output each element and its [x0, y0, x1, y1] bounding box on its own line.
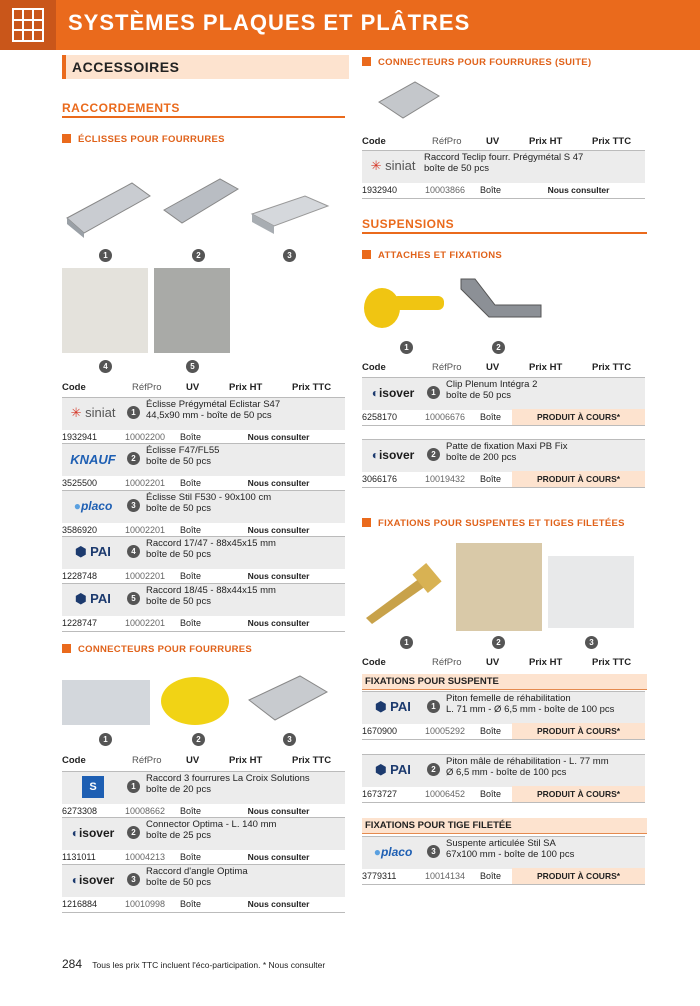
number-badge: 5 — [186, 360, 199, 373]
column-header: UV — [486, 362, 500, 373]
product-price: Nous consulter — [247, 432, 310, 442]
product-ref: 10019432 — [425, 474, 466, 484]
product-ref: 10004213 — [125, 852, 166, 863]
column-header: RéfPro — [432, 136, 462, 147]
column-header: Prix HT — [529, 362, 563, 373]
product-price: Nous consulter — [547, 185, 610, 195]
column-header: UV — [186, 755, 200, 766]
brand-logo: ◐isover — [371, 386, 415, 400]
row-info — [362, 723, 645, 740]
product-image-eclisse-2 — [160, 175, 242, 230]
product-price: Nous consulter — [247, 898, 310, 909]
product-image-teclip — [375, 78, 443, 124]
raccordements-title: RACCORDEMENTS — [62, 101, 180, 115]
product-image-eclisse-3 — [250, 192, 330, 237]
product-description: Piton mâle de réhabilitation - L. 77 mm Ø 6,5 mm - boîte de 100 pcs — [446, 756, 609, 778]
product-ref: 10002201 — [125, 571, 166, 582]
product-price: Nous consulter — [247, 617, 310, 628]
product-description: Raccord d'angle Optima boîte de 50 pcs — [146, 865, 248, 888]
number-badge: 3 — [283, 249, 296, 262]
number-badge: 1 — [400, 341, 413, 354]
number-badge: 1 — [427, 700, 440, 713]
product-ref: 10005292 — [425, 726, 466, 736]
product-code: 1228747 — [62, 617, 98, 628]
product-image-clip-plenum — [362, 280, 447, 335]
product-uv: Boîte — [480, 726, 502, 736]
product-code: 3586920 — [62, 524, 98, 535]
connecteurs-suite-subtitle: CONNECTEURS POUR FOURRURES (SUITE) — [362, 57, 591, 68]
product-uv: Boîte — [180, 432, 202, 442]
brand-logo: KNAUF — [70, 451, 116, 467]
column-header: Code — [62, 755, 86, 766]
product-uv: Boîte — [180, 806, 202, 816]
product-description: Raccord Teclip fourr. Prégymétal S 47 boîte de 50 pcs — [424, 152, 584, 174]
product-uv: Boîte — [180, 478, 202, 489]
brand-logo: ◐isover — [371, 448, 415, 462]
product-code: 6258170 — [362, 412, 398, 422]
product-price: PRODUIT À COURS* — [512, 723, 645, 739]
product-code: 1228748 — [62, 571, 98, 582]
brand-logo: ✳ siniat — [70, 405, 116, 420]
product-description: Raccord 3 fourrures La Croix Solutions boîte de 20 pcs — [146, 773, 310, 795]
product-price: Nous consulter — [247, 478, 310, 489]
product-price: Nous consulter — [247, 524, 310, 535]
product-ref: 10002200 — [125, 432, 166, 442]
row-info — [62, 615, 345, 632]
product-image-suspente — [548, 556, 634, 628]
product-description: Connector Optima - L. 140 mm boîte de 25 pcs — [146, 819, 277, 842]
product-ref: 10014134 — [425, 871, 466, 881]
product-description: Suspente articulée Stil SA 67x100 mm - boîte de 100 pcs — [446, 838, 575, 860]
divider — [362, 232, 647, 234]
row-info — [362, 409, 645, 426]
row-info — [362, 786, 645, 803]
product-code: 1670900 — [362, 726, 398, 736]
product-price: PRODUIT À COURS* — [512, 868, 645, 884]
product-image-patte — [455, 275, 545, 335]
product-description: Éclisse Stil F530 - 90x100 cm boîte de 50 pcs — [146, 491, 272, 514]
brand-logo: ⬢ PAI — [375, 699, 411, 714]
number-badge: 3 — [127, 499, 140, 512]
product-uv: Boîte — [180, 852, 202, 863]
product-code: 1932940 — [362, 185, 398, 195]
product-image-piton-femelle — [362, 558, 447, 628]
product-price: PRODUIT À COURS* — [512, 409, 645, 425]
product-image-eclisse-5 — [154, 268, 230, 353]
product-image-connecteur-3 — [245, 672, 330, 727]
column-header: RéfPro — [432, 657, 462, 668]
column-header: Prix HT — [529, 136, 563, 147]
product-code: 1932941 — [62, 432, 98, 442]
product-image-connecteur-1 — [62, 680, 150, 725]
column-header: RéfPro — [432, 362, 462, 373]
column-header: RéfPro — [132, 755, 162, 766]
product-code: 1673727 — [362, 789, 398, 799]
row-info — [362, 182, 645, 199]
grid-icon — [12, 8, 44, 42]
group-suspente: FIXATIONS POUR SUSPENTE — [362, 674, 647, 690]
product-description: Éclisse F47/FL55 boîte de 50 pcs — [146, 445, 220, 468]
number-badge: 3 — [427, 845, 440, 858]
number-badge: 2 — [127, 826, 140, 839]
product-ref: 10006676 — [425, 412, 466, 422]
product-uv: Boîte — [480, 871, 502, 881]
product-code: 1216884 — [62, 898, 98, 909]
number-badge: 2 — [427, 763, 440, 776]
column-header: Code — [362, 136, 386, 147]
brand-logo: S — [64, 775, 122, 799]
brand-logo: ◐isover — [71, 826, 115, 841]
column-header: Prix TTC — [292, 755, 332, 766]
product-description: Raccord 18/45 - 88x44x15 mm boîte de 50 pcs — [146, 584, 276, 607]
row-info — [362, 471, 645, 488]
product-price: Nous consulter — [247, 806, 310, 816]
product-uv: Boîte — [180, 617, 202, 628]
product-description: Raccord 17/47 - 88x45x15 mm boîte de 50 pcs — [146, 538, 276, 561]
product-code: 3779311 — [362, 871, 397, 881]
number-badge: 5 — [127, 592, 140, 605]
product-description: Clip Plenum Intégra 2 boîte de 50 pcs — [446, 379, 538, 401]
product-image-connecteur-2 — [160, 675, 230, 727]
column-header: UV — [486, 657, 500, 668]
attaches-subtitle: ATTACHES ET FIXATIONS — [362, 250, 502, 261]
column-header: RéfPro — [132, 382, 162, 393]
column-header: Code — [362, 657, 386, 668]
number-badge: 3 — [283, 733, 296, 746]
product-ref: 10010998 — [125, 898, 166, 909]
product-code: 6273308 — [62, 806, 98, 816]
number-badge: 2 — [492, 341, 505, 354]
number-badge: 1 — [99, 249, 112, 262]
number-badge: 2 — [127, 452, 140, 465]
column-header: Prix HT — [229, 382, 263, 393]
product-ref: 10002201 — [125, 617, 166, 628]
product-uv: Boîte — [480, 474, 502, 484]
product-uv: Boîte — [180, 898, 202, 909]
column-header: Prix TTC — [592, 362, 632, 373]
divider — [62, 116, 345, 118]
number-badge: 2 — [192, 249, 205, 262]
column-header: Prix TTC — [592, 136, 632, 147]
number-badge: 1 — [400, 636, 413, 649]
product-uv: Boîte — [180, 524, 202, 535]
column-header: Prix TTC — [292, 382, 332, 393]
page-number: 284 — [62, 957, 83, 971]
eclisses-subtitle: ÉCLISSES POUR FOURRURES — [62, 134, 225, 145]
product-description: Patte de fixation Maxi PB Fix boîte de 200 pcs — [446, 441, 568, 463]
product-image-eclisse-4 — [62, 268, 148, 353]
product-ref: 10003866 — [425, 185, 466, 195]
column-header: Prix HT — [229, 755, 263, 766]
number-badge: 4 — [127, 545, 140, 558]
product-code: 3525500 — [62, 478, 98, 489]
product-image-eclisse-1 — [62, 178, 152, 240]
number-badge: 3 — [585, 636, 598, 649]
brand-logo: ⬢ PAI — [375, 762, 411, 777]
footer — [62, 957, 325, 971]
product-ref: 10008662 — [125, 806, 166, 816]
connecteurs-subtitle: CONNECTEURS POUR FOURRURES — [62, 644, 252, 655]
column-header: UV — [186, 382, 200, 393]
accessoires-title: ACCESSOIRES — [62, 55, 349, 79]
product-ref: 10002201 — [125, 478, 166, 489]
product-code: 1131011 — [62, 852, 96, 863]
brand-logo: ⬢ PAI — [75, 590, 111, 606]
row-info — [362, 868, 645, 885]
number-badge: 4 — [99, 360, 112, 373]
number-badge: 1 — [127, 406, 140, 419]
number-badge: 1 — [427, 386, 440, 399]
brand-logo: ●placo — [373, 845, 413, 859]
brand-logo: ◐isover — [71, 872, 115, 887]
product-ref: 10002201 — [125, 524, 166, 535]
product-description: Piton femelle de réhabilitation L. 71 mm - Ø 6,5 mm - boîte de 100 pcs — [446, 693, 615, 715]
footer-note: Tous les prix TTC incluent l'éco-participation. * Nous consulter — [92, 960, 326, 970]
number-badge: 2 — [192, 733, 205, 746]
product-price: Nous consulter — [247, 852, 310, 863]
number-badge: 1 — [99, 733, 112, 746]
product-price: PRODUIT À COURS* — [512, 471, 645, 487]
column-header: Prix HT — [529, 657, 563, 668]
product-code: 3066176 — [362, 474, 398, 484]
product-image-piton-male — [456, 543, 542, 631]
column-header: Code — [62, 382, 86, 393]
brand-logo: ●placo — [73, 498, 113, 513]
product-ref: 10006452 — [425, 789, 466, 799]
page-header — [0, 0, 700, 50]
suspensions-title: SUSPENSIONS — [362, 217, 455, 231]
product-uv: Boîte — [480, 412, 502, 422]
product-uv: Boîte — [180, 571, 202, 582]
number-badge: 2 — [427, 448, 440, 461]
column-header: UV — [486, 136, 500, 147]
row-info — [62, 896, 345, 913]
product-price: PRODUIT À COURS* — [512, 786, 645, 802]
column-header: Code — [362, 362, 386, 373]
number-badge: 3 — [127, 873, 140, 886]
fixations-subtitle: FIXATIONS POUR SUSPENTES ET TIGES FILETÉES — [362, 518, 625, 529]
number-badge: 2 — [492, 636, 505, 649]
brand-logo: ⬢ PAI — [75, 544, 111, 560]
group-tige: FIXATIONS POUR TIGE FILETÉE — [362, 818, 647, 834]
product-uv: Boîte — [480, 789, 502, 799]
column-header: Prix TTC — [592, 657, 632, 668]
product-price: Nous consulter — [247, 571, 310, 582]
section-logo — [0, 0, 56, 50]
product-uv: Boîte — [480, 185, 502, 195]
page-title: SYSTÈMES PLAQUES ET PLÂTRES — [68, 10, 471, 35]
product-description: Éclisse Prégymétal Eclistar S47 44,5x90 mm - boîte de 50 pcs — [146, 399, 281, 421]
brand-logo: ✳ siniat — [370, 158, 416, 173]
number-badge: 1 — [127, 780, 140, 793]
